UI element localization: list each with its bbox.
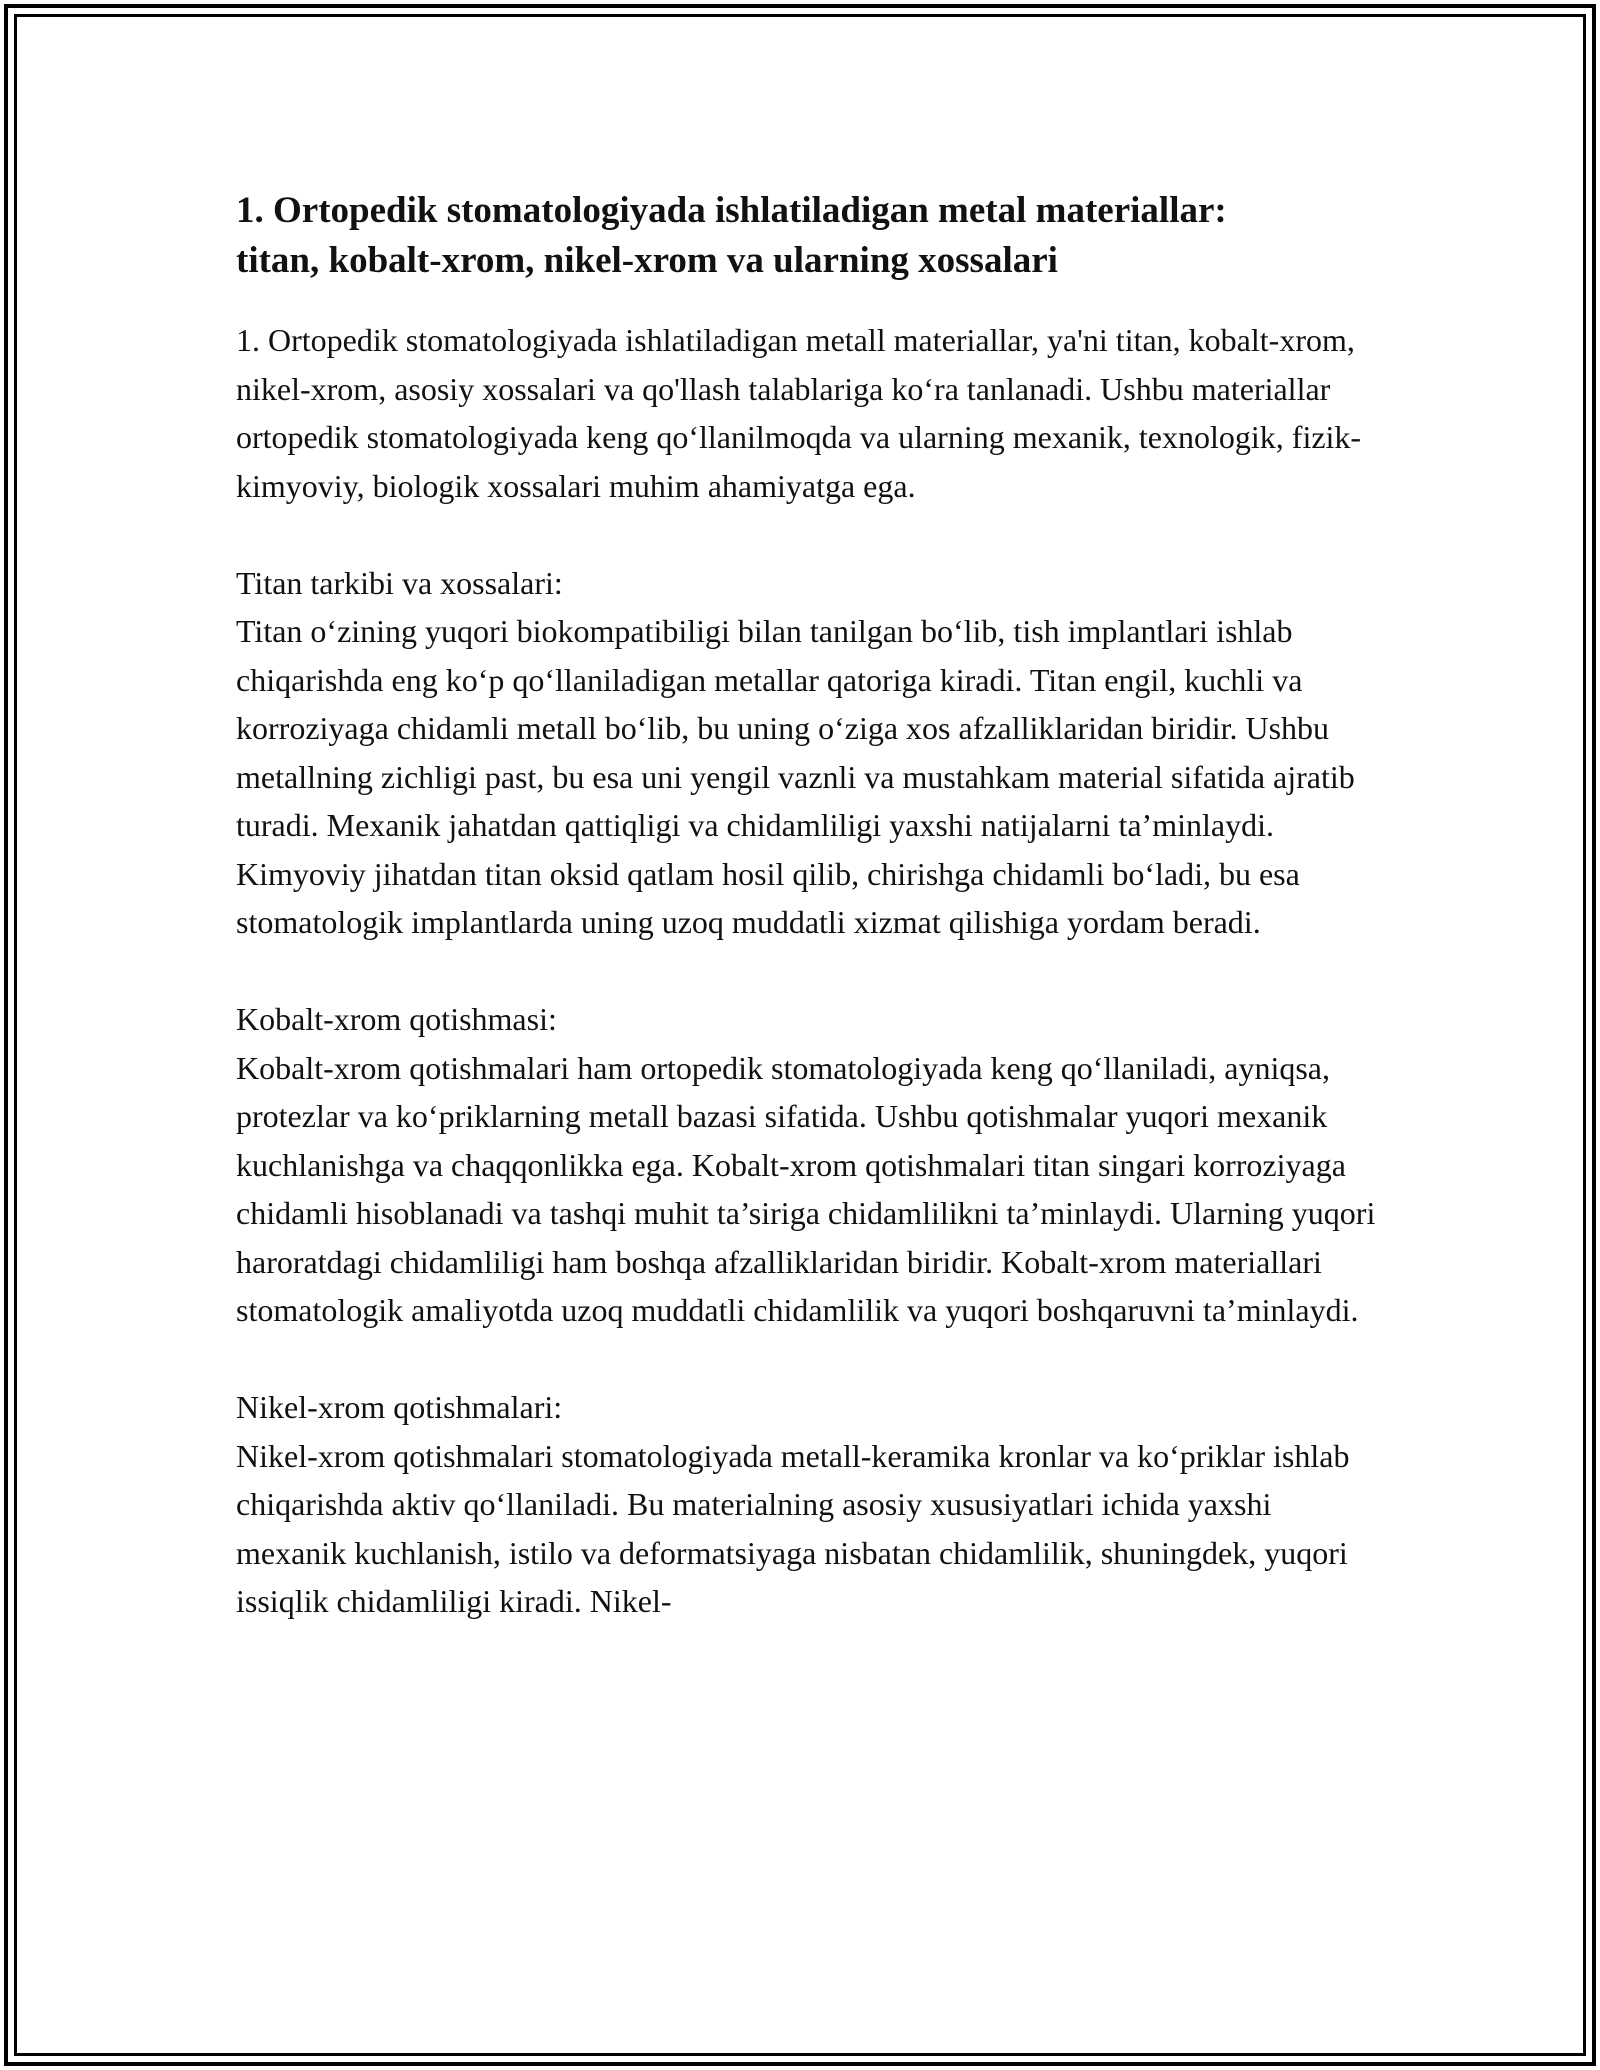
document-body bbox=[236, 186, 1376, 1626]
intro-paragraph: 1. Ortopedik stomatologiyada ishlatiladigan metall materiallar, ya'ni titan, kobalt-xrom, nikel-xrom, asosiy xossalari va qo'llash talablariga ko‘ra tanlanadi. Ushbu materiallar ortopedik stomatologiyada keng qo‘llanilmoqda va ularning mexanik, texnologik, fizik-kimyoviy, biologik xossalari muhim ahamiyatga ega. bbox=[236, 322, 1362, 504]
section-body: Titan o‘zining yuqori biokompatibiligi bilan tanilgan bo‘lib, tish implantlari ishlab chiqarishda eng ko‘p qo‘llaniladigan metallar qatoriga kiradi. Titan engil, kuchli va korroziyaga chidamli metall bo‘lib, bu uning o‘ziga xos afzalliklaridan biridir. Ushbu metallning zichligi past, bu esa uni yengil vaznli va mustahkam material sifatida ajratib turadi. Mexanik jahatdan qattiqligi va chidamliligi yaxshi natijalarni ta’minlaydi. Kimyoviy jihatdan titan oksid qatlam hosil qilib, chirishga chidamli bo‘ladi, bu esa stomatologik implantlarda uning uzoq muddatli xizmat qilishiga yordam beradi. bbox=[236, 613, 1355, 940]
document-title-line-2: titan, kobalt-xrom, nikel-xrom va ularning xossalari bbox=[236, 240, 1058, 281]
document-title-line-1: 1. Ortopedik stomatologiyada ishlatiladigan metal materiallar: bbox=[236, 190, 1227, 231]
section-heading: Kobalt-xrom qotishmasi: bbox=[236, 1001, 557, 1037]
section-kobalt-xrom bbox=[236, 995, 1376, 1335]
section-body: Nikel-xrom qotishmalari stomatologiyada metall-keramika kronlar va ko‘priklar ishlab chiqarishda aktiv qo‘llaniladi. Bu materialning asosiy xususiyatlari ichida yaxshi mexanik kuchlanish, istilo va deformatsiyaga nisbatan chidamlilik, shuningdek, yuqori issiqlik chidamliligi kiradi. Nikel- bbox=[236, 1437, 1350, 1619]
section-heading: Nikel-xrom qotishmalari: bbox=[236, 1389, 563, 1425]
section-nikel-xrom bbox=[236, 1383, 1376, 1626]
section-heading: Titan tarkibi va xossalari: bbox=[236, 564, 563, 601]
document-title bbox=[236, 186, 1376, 286]
section-titan bbox=[236, 559, 1376, 947]
section-body: Kobalt-xrom qotishmalari ham ortopedik stomatologiyada keng qo‘llaniladi, ayniqsa, protezlar va ko‘priklarning metall bazasi sifatida. Ushbu qotishmalar yuqori mexanik kuchlanishga va chaqqonlikka ega. Kobalt-xrom qotishmalari titan singari korroziyaga chidamli hisoblanadi va tashqi muhit ta’siriga chidamlilikni ta’minlaydi. Ularning yuqori haroratdagi chidamliligi ham boshqa afzalliklaridan biridir. Kobalt-xrom materiallari stomatologik amaliyotda uzoq muddatli chidamlilik va yuqori boshqaruvni ta’minlaydi. bbox=[236, 1049, 1376, 1328]
